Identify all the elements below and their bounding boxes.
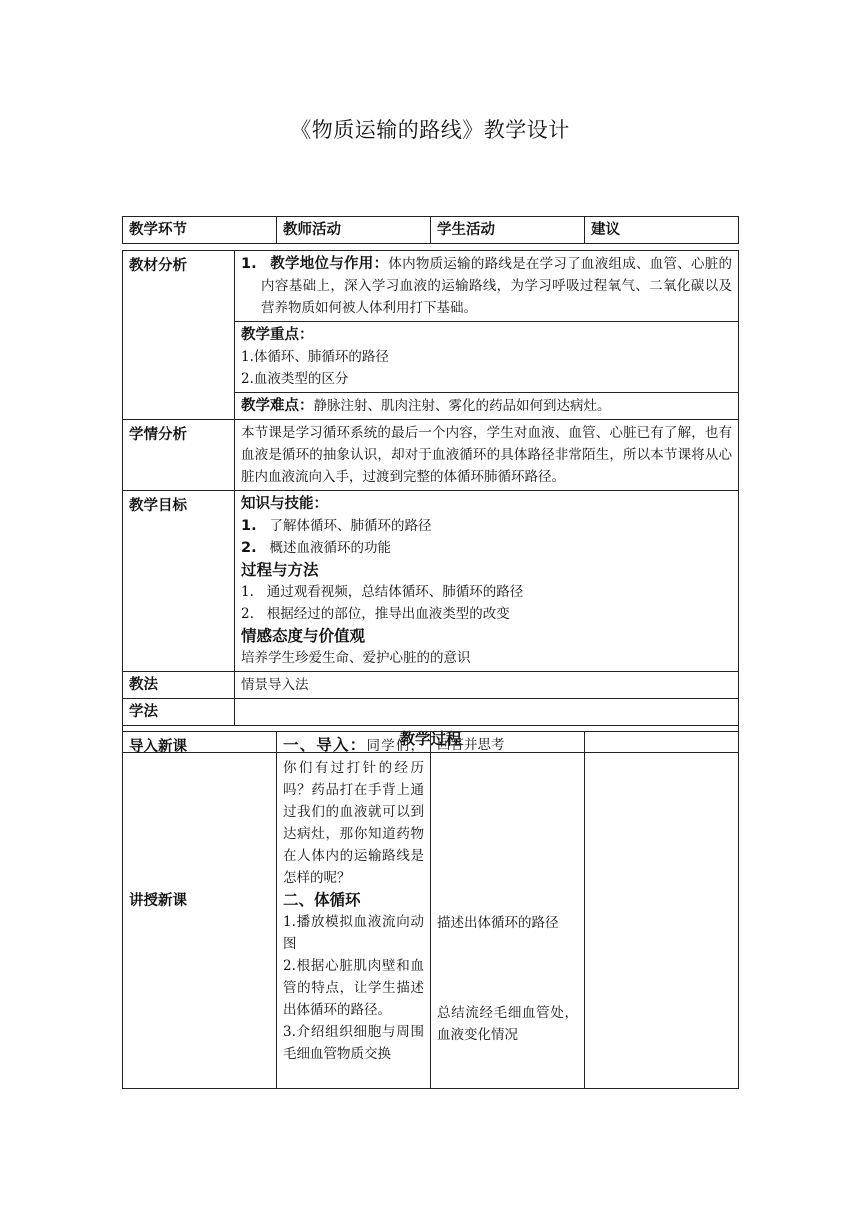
qinggan-title: 情感态度与价值观 [241,627,366,645]
document-title: 《物质运输的路线》教学设计 [290,118,570,142]
qinggan-text: 培养学生珍爱生命、爱护心脏的的意识 [241,650,471,666]
teacher-ti-item-1: 1.播放模拟血液流向动图 [283,914,424,952]
student-2: 描述出体循环的路径 [437,915,559,931]
guocheng-item-2 [241,603,732,625]
label-jiangshou: 讲授新课 [129,893,187,909]
zhongdian-item-2: 2.血液类型的区分 [241,371,349,387]
row-jiaofa [123,672,739,699]
label-daoru: 导入新课 [129,739,187,755]
zhongdian-title: 教学重点： [241,327,314,343]
header-row [123,217,739,244]
teacher-ti-title: 二、体循环 [283,891,361,909]
cell-mubiao [235,491,739,672]
guocheng-text-1: 通过观看视频，总结体循环、肺循环的路径 [266,584,524,600]
label-jiaofa: 教法 [123,672,235,699]
header-cell-teacher: 教师活动 [277,217,431,244]
guocheng-num-2: 2. [241,606,254,622]
process-row [123,732,739,1089]
row-mubiao [123,491,739,672]
zhongdian-item-1: 1.体循环、肺循环的路径 [241,349,389,365]
cell-student [431,732,585,1089]
row-jiaocai-1 [123,251,739,322]
cell-xuefa [235,699,739,726]
teacher-ti-item-3: 3.介绍组织细胞与周围毛细血管物质交换 [283,1024,424,1062]
process-title: 教学过程 [123,726,739,753]
student-3: 总结流经毛细血管处，血液变化情况 [437,1005,578,1043]
teacher-daoru-text: 同学们，你们有过打针的经历吗？药品打在手背上通过我们的血液就可以到达病灶，那你知道药物在人体内的运输路线是怎样的呢？ [283,738,424,886]
guocheng-text-2: 根据经过的部位，推导出血液类型的改变 [266,606,510,622]
zhishi-item-2 [241,537,732,559]
teacher-daoru [283,734,424,889]
process-table [122,731,739,1089]
header-cell-student: 学生活动 [431,217,585,244]
zhishi-item-1 [241,515,732,537]
nandian-text: 静脉注射、肌肉注射、雾化的药品如何到达病灶。 [313,398,611,414]
zhishi-text-1: 了解体循环、肺循环的路径 [269,518,432,534]
label-jiaocai: 教材分析 [123,251,235,420]
guocheng-title: 过程与方法 [241,561,319,579]
guocheng-num-1: 1. [241,584,254,600]
header-table [122,216,739,244]
row-xuefa [123,699,739,726]
zhishi-num-2: 2. [241,540,257,556]
zhishi-title: 知识与技能： [241,496,328,512]
nandian-title: 教学难点： [241,398,314,414]
diwei-text: 体内物质运输的路线是在学习了血液组成、血管、心脏的内容基础上，深入学习血液的运输路线，为学习呼吸过程氧气、二氧化碳以及营养物质如何被人体利用打下基础。 [261,256,733,316]
cell-nandian [235,393,739,420]
teacher-ti-item-2: 2.根据心脏肌肉壁和血管的特点，让学生描述出体循环的路径。 [283,958,424,1018]
header-cell-suggest: 建议 [585,217,739,244]
cell-suggest [585,732,739,1089]
label-mubiao: 教学目标 [123,491,235,672]
cell-xueqing: 本节课是学习循环系统的最后一个内容，学生对血液、血管、心脏已有了解，也有血液是循环的抽象认识，却对于血液循环的具体路径非常陌生，所以本节课将从心脏内血液流向入手，过渡到完整的体循环肺循环路径。 [235,420,739,491]
zhishi-num-1: 1. [241,518,257,534]
header-cell-stage: 教学环节 [123,217,277,244]
cell-diwei [235,251,739,322]
cell-zhongdian [235,322,739,393]
guocheng-item-1 [241,581,732,603]
zhishi-text-2: 概述血液循环的功能 [269,540,391,556]
teacher-daoru-title: 一、导入： [283,736,367,754]
cell-teacher [277,732,431,1089]
cell-jiaofa: 情景导入法 [235,672,739,699]
diwei-num: 1. [241,256,257,272]
analysis-table [122,250,739,753]
cell-stage [123,732,277,1089]
label-xueqing: 学情分析 [123,420,235,491]
diwei-title: 教学地位与作用： [270,256,389,272]
student-1: 回答并思考 [437,737,505,753]
label-xuefa: 学法 [123,699,235,726]
row-xueqing [123,420,739,491]
